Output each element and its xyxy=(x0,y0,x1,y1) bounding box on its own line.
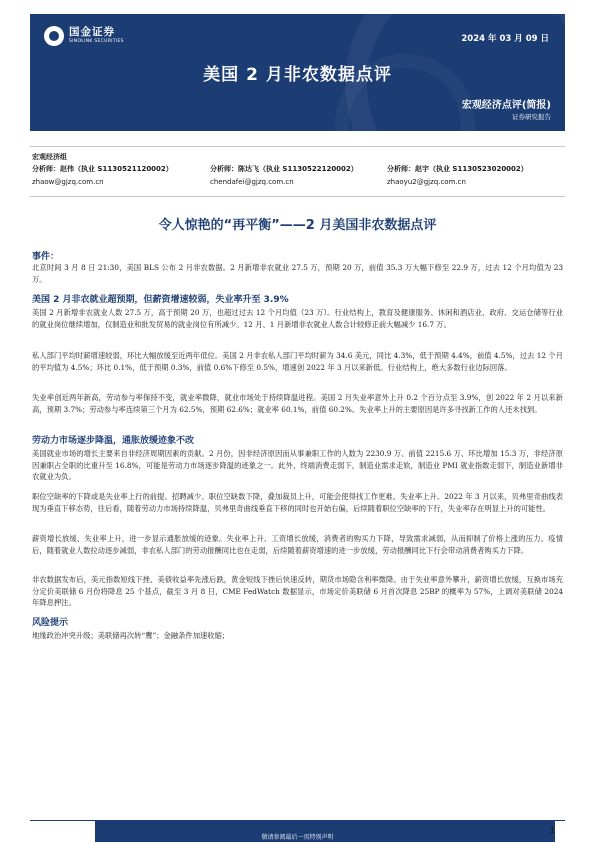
department: 宏观经济组 xyxy=(32,153,67,161)
section-title-labor-market: 劳动力市场逐步降温，通胀放缓迹象不改 xyxy=(32,436,195,446)
divider xyxy=(30,196,565,197)
analyst-block xyxy=(32,163,173,189)
section-title-event: 事件： xyxy=(32,252,60,262)
paragraph: 地缘政治冲突升级；美联储再次转“鹰”；金融条件加速收缩； xyxy=(32,631,230,640)
paragraph: 非农数据发布后，美元指数短线下挫、美债收益率先涨后跌，黄金短线下挫后快速反转，期货市场隐含利率微降。由于失业率意外攀升，薪资增长放缓，互换市场充分定价美联储 6 月份将降息 25 个基点，截至 3 月 8 日，CME FedWatch 数据显示，市场定价美联储 6 月首次降息 25BP 的概率为 57%，上调对美联储 2024 年降息押注。 xyxy=(32,575,563,608)
paragraph: 美国 2 月新增非农就业人数 27.5 万，高于预期 20 万，也超过过去 12 个月均值（23 万）。行业结构上，教育及健康服务、休闲和酒店业、政府、交运仓储等行业的就业岗位继续增加，仅制造业和批发贸易的就业岗位有所减少。12 月、1 月新增非农就业人数合计较修正前大幅减少 16.7 万。 xyxy=(32,308,563,329)
analyst-email[interactable]: zhaow@gjzq.com.cn xyxy=(32,178,104,186)
disclaimer-note: 敬请参阅最后一页特别声明 xyxy=(261,834,334,841)
paragraph: 职位空缺率的下降或是失业率上行的前提。招聘减少、职位空缺数下降，叠加裁员上升，可能会使得找工作更难、失业率上升。2022 年 3 月以来，贝弗里奇曲线表现为垂直下移态势，往后看，随着劳动力市场持续降温，贝弗里奇曲线垂直下移的同时也开始右偏，后续随着职位空缺率的下行，失业率存在明显上升的可能性。 xyxy=(32,492,563,513)
headline: 令人惊艳的“再平衡”——2 月美国非农数据点评 xyxy=(158,218,437,233)
logo-name-en: SINOLINK SECURITIES xyxy=(69,39,124,44)
paragraph: 私人部门平均时薪增速较弱，环比大幅放缓至近两年低位。美国 2 月非农私人部门平均时薪为 34.6 美元，同比 4.3%，低于预期 4.4%，前值 4.5%，过去 12 个月的平均值为 4.5%；环比 0.1%，低于预期 0.3%，前值 0.6%下修至 0.5%，增速创 2022 年 3 月以来新低。行业结构上，绝大多数行业边际回落。 xyxy=(32,351,563,372)
analyst-label: 分析师：赵伟（执业 S1130521120002） xyxy=(32,165,173,173)
report-subtype: 证券研究报告 xyxy=(512,113,551,121)
section-title-payrolls: 美国 2 月非农就业超预期，但薪资增速较弱，失业率升至 3.9% xyxy=(32,295,289,305)
analyst-block xyxy=(210,163,358,189)
section-title-risk: 风险提示 xyxy=(32,618,69,628)
report-type: 宏观经济点评(简报) xyxy=(461,100,551,111)
logo-name-cn: 国金证券 xyxy=(69,26,115,38)
paragraph: 美国就业市场的增长主要来自非经济周期因素的贡献。2 月份，因非经济原因而从事兼职工作的人数为 2230.9 万、前值 2215.6 万、环比增加 15.3 万，非经济原因兼职占全职的比重升至 16.8%，可能是劳动力市场逐步降温的迹象之一。此外，终端消费走弱下，制造业需求走软，制造业 PMI 就业指数走弱下，制造业新增非农就业为负。 xyxy=(32,449,563,482)
analyst-email[interactable]: chendafei@gjzq.com.cn xyxy=(210,178,294,186)
paragraph: 北京时间 3 月 8 日 21:30，美国 BLS 公布 2 月非农数据。2 月新增非农就业 27.5 万，预期 20 万，前值 35.3 万大幅下修至 22.9 万，过去 12 个月均值为 23 万。 xyxy=(32,263,563,284)
page-number: 1 xyxy=(549,826,555,836)
paragraph: 失业率创近两年新高，劳动参与率保持不变，就业率微降，就业市场处于持续降温进程。美国 2 月失业率意外上升 0.2 个百分点至 3.9%，创 2022 年 2 月以来新高，预期 3.7%；劳动参与率连续第三个月为 62.5%，预期 62.6%；就业率 60.1%，前值 60.2%。失业率上升的主要原因是许多寻找新工作的人还未找到。 xyxy=(32,393,563,414)
analyst-email[interactable]: zhaoyu2@gjzq.com.cn xyxy=(387,178,466,186)
company-logo xyxy=(44,26,124,46)
paragraph: 薪资增长放缓、失业率上升，进一步显示通胀放缓的迹象。失业率上升、工资增长放缓，消费者的购买力下降，导致需求减弱，从而抑制了价格上涨的压力。疫情后，随着就业人数拉动逐步减弱，非农私人部门的劳动报酬同比也在走弱，后续随着薪资增速的进一步放缓，劳动报酬同比下行会带动消费者购买力下降。 xyxy=(32,534,563,555)
logo-icon xyxy=(44,26,64,46)
analyst-label: 分析师：陈达飞（执业 S1130522120002） xyxy=(210,165,358,173)
analyst-label: 分析师：赵宇（执业 S1130523020002） xyxy=(387,165,528,173)
divider xyxy=(30,146,565,147)
report-title: 美国 2 月非农数据点评 xyxy=(203,65,392,85)
report-date: 2024 年 03 月 09 日 xyxy=(461,34,549,44)
analyst-block xyxy=(387,163,528,189)
